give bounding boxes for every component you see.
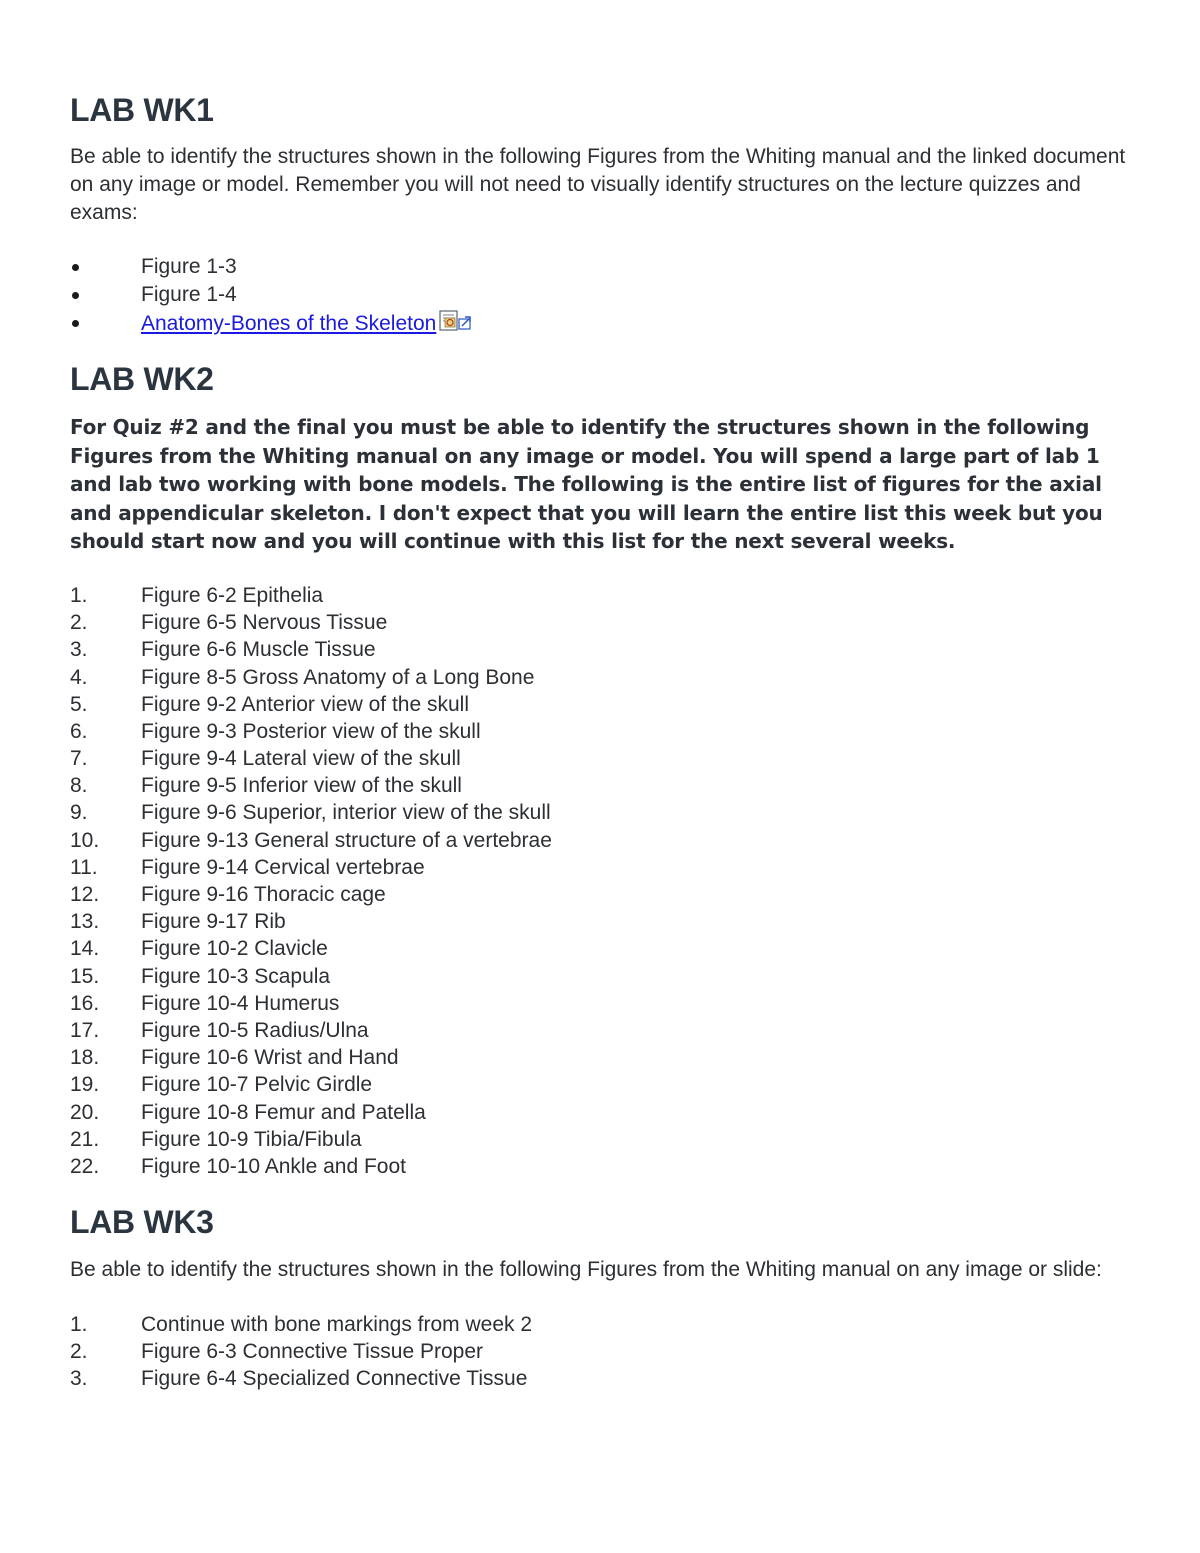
list-item-text: Figure 9-4 Lateral view of the skull [141,747,461,771]
list-item-text: Figure 10-3 Scapula [141,964,331,988]
list-item [70,745,1135,772]
list-item [70,1365,1135,1392]
list-item-number: 1. [70,583,88,607]
numbered-list-wk3 [70,1311,1135,1393]
list-item [70,990,1135,1017]
list-item-text: Continue with bone markings from week 2 [141,1313,533,1337]
list-item-text: Figure 10-2 Clavicle [141,937,328,961]
section-paragraph-wk1: Be able to identify the structures shown in the following Figures from the Whiting manual and the linked document on any image or model. Remember you will not need to visually identify structures on the lecture quizzes and exams: [70,145,1126,224]
section-heading-wk3: LAB WK3 [70,1204,214,1241]
list-item [70,636,1135,663]
list-item-text: Figure 9-6 Superior, interior view of the skull [141,801,551,825]
list-item [70,718,1135,745]
list-item-number: 21. [70,1127,100,1151]
list-item [70,908,1135,935]
list-item-text: Figure 9-5 Inferior view of the skull [141,774,462,798]
list-item-text: Figure 6-5 Nervous Tissue [141,611,388,635]
list-item-text: Figure 10-10 Ankle and Foot [141,1154,407,1178]
list-item-number: 10. [70,828,100,852]
list-item [70,935,1135,962]
list-item-number: 15. [70,964,100,988]
section-lab-wk3 [70,1202,1135,1393]
anatomy-bones-link[interactable]: Anatomy-Bones of the Skeleton [141,312,437,335]
list-item [70,881,1135,908]
list-item-text: Figure 9-14 Cervical vertebrae [141,855,425,879]
bullet-item-text: Figure 1-3 [141,255,237,278]
list-item-number: 20. [70,1100,100,1124]
list-item-text: Figure 9-2 Anterior view of the skull [141,692,469,716]
list-item-text: Figure 10-6 Wrist and Hand [141,1046,399,1070]
list-item [70,1153,1135,1180]
list-item [70,827,1135,854]
bullet-dot-icon [72,292,79,299]
list-item-text: Figure 10-4 Humerus [141,991,340,1015]
bullet-item [70,253,1135,281]
list-item-text: Figure 10-5 Radius/Ulna [141,1018,369,1042]
list-item [70,963,1135,990]
list-item [70,1126,1135,1153]
list-item-number: 5. [70,692,88,716]
list-item-number: 8. [70,774,88,798]
list-item-number: 17. [70,1018,100,1042]
list-item [70,1099,1135,1126]
section-lab-wk2 [70,359,1135,1180]
list-item-text: Figure 10-8 Femur and Patella [141,1100,426,1124]
list-item-number: 7. [70,747,88,771]
list-item [70,691,1135,718]
list-item [70,664,1135,691]
list-item-number: 22. [70,1154,100,1178]
section-paragraph-wk3: Be able to identify the structures shown in the following Figures from the Whiting manual on any image or slide: [70,1258,1102,1282]
bullet-item [70,309,1135,337]
list-item [70,582,1135,609]
numbered-list-wk2 [70,582,1135,1180]
list-item-number: 3. [70,1367,88,1391]
bullet-dot-icon [72,320,79,327]
list-item [70,609,1135,636]
list-item-text: Figure 8-5 Gross Anatomy of a Long Bone [141,665,535,689]
list-item-text: Figure 9-17 Rib [141,910,286,934]
list-item [70,854,1135,881]
section-lab-wk1 [70,90,1135,337]
external-document-icon[interactable] [437,309,473,333]
list-item-number: 18. [70,1046,100,1070]
list-item-text: Figure 10-7 Pelvic Girdle [141,1073,373,1097]
list-item-number: 19. [70,1073,100,1097]
bullet-dot-icon [72,264,79,271]
list-item-number: 9. [70,801,88,825]
list-item [70,1311,1135,1338]
list-item-text: Figure 6-4 Specialized Connective Tissue [141,1367,528,1391]
list-item-number: 2. [70,611,88,635]
list-item-number: 16. [70,991,100,1015]
list-item [70,772,1135,799]
list-item-text: Figure 6-6 Muscle Tissue [141,638,376,662]
list-item [70,1338,1135,1365]
bullet-item [70,281,1135,309]
list-item-text: Figure 9-13 General structure of a vertebrae [141,828,552,852]
list-item-number: 1. [70,1313,88,1337]
list-item [70,1071,1135,1098]
bullet-list-wk1 [70,253,1135,337]
list-item-text: Figure 10-9 Tibia/Fibula [141,1127,362,1151]
list-item-number: 6. [70,719,88,743]
section-heading-wk2: LAB WK2 [70,361,214,397]
section-heading-wk1: LAB WK1 [70,92,214,128]
list-item-text: Figure 9-3 Posterior view of the skull [141,719,481,743]
list-item-text: Figure 6-2 Epithelia [141,583,324,607]
list-item-number: 14. [70,937,100,961]
section-paragraph-wk2: For Quiz #2 and the final you must be able to identify the structures shown in the following Figures from the Whiting manual on any image or model. You will spend a large part of lab 1 and lab two working with bone models. The following is the entire list of figures for the axial and appendicular skeleton. I don't expect that you will learn the entire list this week but you should start now and you will continue with this list for the next several weeks. [70,415,1103,554]
list-item [70,1044,1135,1071]
list-item [70,799,1135,826]
document-page [70,90,1135,1393]
list-item-number: 12. [70,883,100,907]
bullet-item-text: Figure 1-4 [141,283,237,306]
list-item-number: 3. [70,638,88,662]
list-item-number: 4. [70,665,88,689]
list-item-number: 11. [70,855,98,879]
list-item-number: 2. [70,1340,88,1364]
list-item [70,1017,1135,1044]
list-item-number: 13. [70,910,100,934]
list-item-text: Figure 6-3 Connective Tissue Proper [141,1340,483,1364]
list-item-text: Figure 9-16 Thoracic cage [141,883,386,907]
